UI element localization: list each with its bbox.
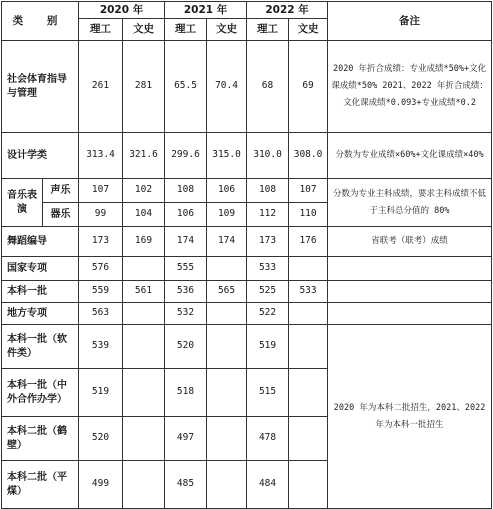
table-cell	[289, 325, 328, 369]
row-label-design: 设计学类	[2, 133, 79, 179]
table-cell: 536	[165, 281, 207, 303]
note-empty	[328, 281, 492, 303]
table-cell: 174	[207, 227, 247, 257]
table-cell: 169	[123, 227, 165, 257]
table-cell: 555	[165, 257, 207, 281]
table-cell	[123, 369, 165, 417]
table-cell	[289, 461, 328, 509]
note-dance: 省联考（联考）成绩	[328, 227, 492, 257]
note-music: 分数为专业主科成绩，要求主科成绩不低于主科总分值的 80%	[328, 179, 492, 227]
table-cell: 565	[207, 281, 247, 303]
col-2022-arts: 文史	[289, 19, 328, 41]
table-cell: 485	[165, 461, 207, 509]
table-cell	[123, 257, 165, 281]
table-cell: 68	[247, 41, 289, 133]
year-2021-header: 2021 年	[165, 2, 247, 19]
table-cell: 518	[165, 369, 207, 417]
row-label-tier2-pingmei: 本科二批（平煤）	[2, 461, 79, 509]
table-cell: 107	[289, 179, 328, 203]
table-cell: 174	[165, 227, 207, 257]
table-cell	[207, 303, 247, 325]
table-cell	[207, 417, 247, 461]
remarks-header: 备注	[328, 2, 492, 41]
note-empty	[328, 303, 492, 325]
row-label-tier2-hebi: 本科二批（鹤壁）	[2, 417, 79, 461]
table-cell: 576	[79, 257, 123, 281]
table-cell	[123, 461, 165, 509]
table-cell	[123, 303, 165, 325]
table-cell: 313.4	[79, 133, 123, 179]
row-label-vocal: 声乐	[43, 179, 79, 203]
table-cell: 102	[123, 179, 165, 203]
row-label-social-sports: 社会体育指导与管理	[2, 41, 79, 133]
table-cell	[207, 257, 247, 281]
table-cell: 499	[79, 461, 123, 509]
note-tier-merge: 2020 年为本科二批招生，2021、2022 年为本科一批招生	[328, 325, 492, 509]
table-cell: 532	[165, 303, 207, 325]
year-2022-header: 2022 年	[247, 2, 328, 19]
table-cell: 522	[247, 303, 289, 325]
table-cell	[289, 257, 328, 281]
table-cell: 110	[289, 203, 328, 227]
table-cell	[207, 325, 247, 369]
col-2022-science: 理工	[247, 19, 289, 41]
table-cell: 519	[79, 369, 123, 417]
table-cell: 70.4	[207, 41, 247, 133]
table-cell: 108	[165, 179, 207, 203]
year-2020-header: 2020 年	[79, 2, 165, 19]
table-cell: 308.0	[289, 133, 328, 179]
table-cell: 281	[123, 41, 165, 133]
table-cell: 533	[289, 281, 328, 303]
table-cell	[123, 417, 165, 461]
col-2021-arts: 文史	[207, 19, 247, 41]
row-label-national: 国家专项	[2, 257, 79, 281]
table-cell	[289, 417, 328, 461]
row-label-tier1-coop: 本科一批（中外合作办学）	[2, 369, 79, 417]
row-label-local: 地方专项	[2, 303, 79, 325]
table-cell: 99	[79, 203, 123, 227]
table-cell	[289, 369, 328, 417]
table-cell: 109	[207, 203, 247, 227]
table-cell	[207, 369, 247, 417]
category-header: 类 别	[2, 2, 79, 41]
table-cell: 106	[165, 203, 207, 227]
table-cell	[207, 461, 247, 509]
note-design: 分数为专业成绩×60%+文化课成绩×40%	[328, 133, 492, 179]
table-cell: 112	[247, 203, 289, 227]
table-cell: 497	[165, 417, 207, 461]
table-cell: 108	[247, 179, 289, 203]
table-cell: 484	[247, 461, 289, 509]
table-cell: 559	[79, 281, 123, 303]
col-2020-science: 理工	[79, 19, 123, 41]
table-cell: 106	[207, 179, 247, 203]
col-2020-arts: 文史	[123, 19, 165, 41]
note-social-sports: 2020 年折合成绩：专业成绩*50%+文化课成绩*50% 2021、2022 年折合成绩：文化课成绩*0.093+专业成绩*0.2	[328, 41, 492, 133]
table-cell: 478	[247, 417, 289, 461]
table-cell: 261	[79, 41, 123, 133]
table-cell: 533	[247, 257, 289, 281]
table-cell: 299.6	[165, 133, 207, 179]
row-label-instrument: 器乐	[43, 203, 79, 227]
col-2021-science: 理工	[165, 19, 207, 41]
table-cell: 104	[123, 203, 165, 227]
table-cell: 173	[247, 227, 289, 257]
table-cell: 65.5	[165, 41, 207, 133]
table-cell: 520	[165, 325, 207, 369]
row-label-music: 音乐表演	[2, 179, 43, 227]
table-cell: 525	[247, 281, 289, 303]
table-cell: 321.6	[123, 133, 165, 179]
table-cell	[289, 303, 328, 325]
row-label-dance: 舞蹈编导	[2, 227, 79, 257]
table-cell: 69	[289, 41, 328, 133]
table-cell: 539	[79, 325, 123, 369]
table-cell: 176	[289, 227, 328, 257]
table-cell: 520	[79, 417, 123, 461]
table-cell: 519	[247, 325, 289, 369]
table-cell: 107	[79, 179, 123, 203]
table-cell: 310.0	[247, 133, 289, 179]
table-cell: 315.0	[207, 133, 247, 179]
table-cell	[123, 325, 165, 369]
table-cell: 561	[123, 281, 165, 303]
table-cell: 173	[79, 227, 123, 257]
table-cell: 515	[247, 369, 289, 417]
note-empty	[328, 257, 492, 281]
row-label-tier1-software: 本科一批（软件类）	[2, 325, 79, 369]
table-cell: 563	[79, 303, 123, 325]
admission-score-table	[1, 1, 492, 509]
row-label-tier1: 本科一批	[2, 281, 79, 303]
